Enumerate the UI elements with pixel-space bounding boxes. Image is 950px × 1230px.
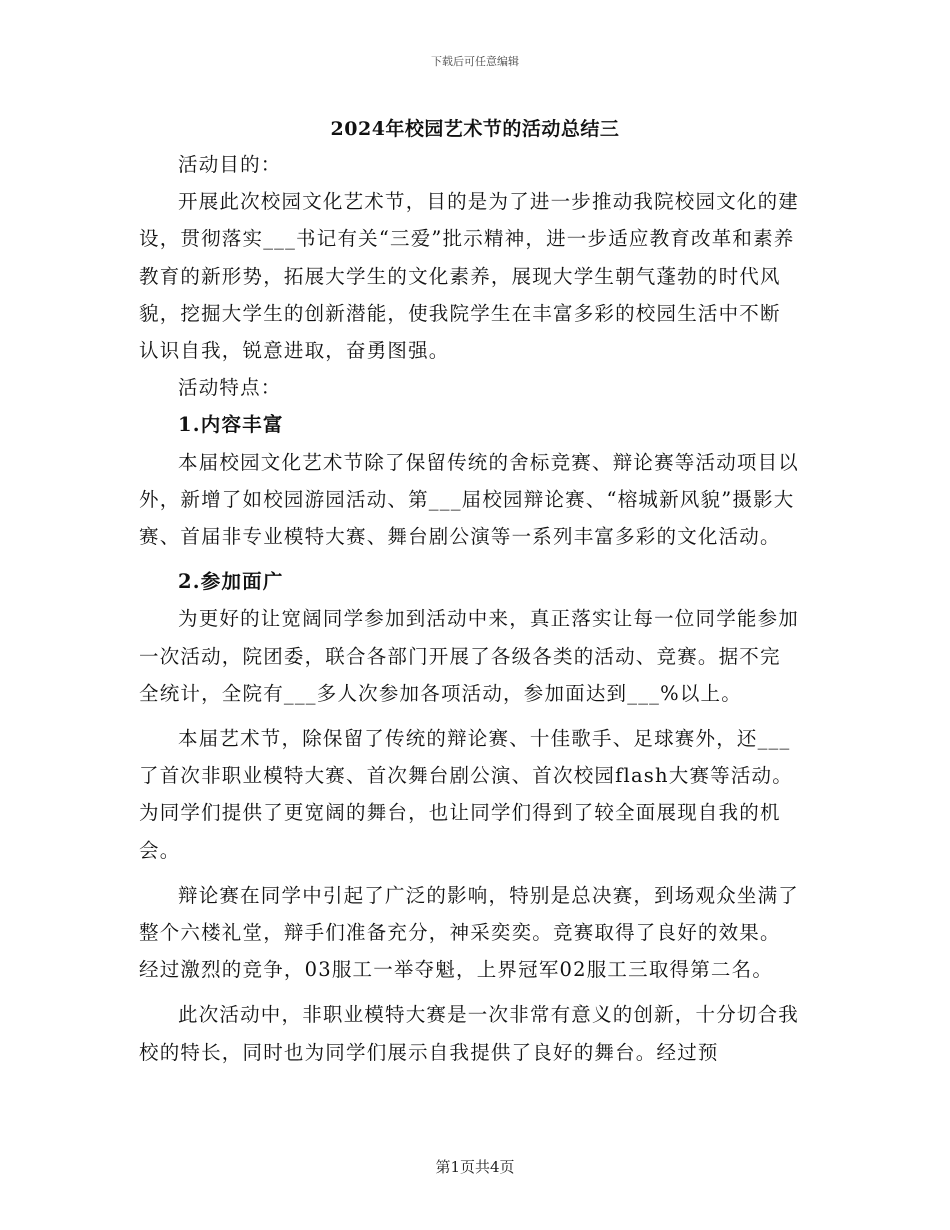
paragraph-model-contest: 此次活动中，非职业模特大赛是一次非常有意义的创新，十分切合我校的特长，同时也为同学们展示自我提供了良好的舞台。经过预 [139,1003,800,1064]
paragraph-purpose: 开展此次校园文化艺术节，目的是为了进一步推动我院校园文化的建设，贯彻落实___书记有关“三爱”批示精神，进一步适应教育改革和素养教育的新形势，拓展大学生的文化素养，展现大学生朝气蓬勃的时代风貌，挖掘大学生的创新潜能，使我院学生在丰富多彩的校园生活中不断认识自我，锐意进取，奋勇图强。 [139,190,800,363]
paragraph-rich-content: 本届校园文化艺术节除了保留传统的舍标竞赛、辩论赛等活动项目以外，新增了如校园游园活动、第___届校园辩论赛、“榕城新风貌”摄影大赛、首届非专业模特大赛、舞台剧公演等一系列丰富多彩的文化活动。 [139,450,800,549]
page-header-note: 下载后可任意编辑 [431,55,519,68]
document-body [139,146,799,1071]
page-number: 第1页共4页 [435,1158,515,1176]
subheading-wide-participation: 2.参加面广 [178,570,284,594]
subheading-rich-content: 1.内容丰富 [178,413,284,437]
section-heading-purpose: 活动目的： [178,153,282,176]
paragraph-new-events: 本届艺术节，除保留了传统的辩论赛、十佳歌手、足球赛外，还___了首次非职业模特大赛、首次舞台剧公演、首次校园flash大赛等活动。为同学们提供了更宽阔的舞台，也让同学们得到了较全面展现自我的机会。 [139,727,793,862]
document-title: 2024年校园艺术节的活动总结三 [330,118,620,140]
paragraph-debate: 辩论赛在同学中引起了广泛的影响，特别是总决赛，到场观众坐满了整个六楼礼堂，辩手们准备充分，神采奕奕。竞赛取得了良好的效果。经过激烈的竞争，03服工一举夺魁，上界冠军02服工三取得第二名。 [139,883,800,982]
section-heading-features: 活动特点： [178,376,282,400]
paragraph-participation: 为更好的让宽阔同学参加到活动中来，真正落实让每一位同学能参加一次活动，院团委，联合各部门开展了各级各类的活动、竞赛。据不完全统计，全院有___多人次参加各项活动，参加面达到___%以上。 [139,607,800,705]
